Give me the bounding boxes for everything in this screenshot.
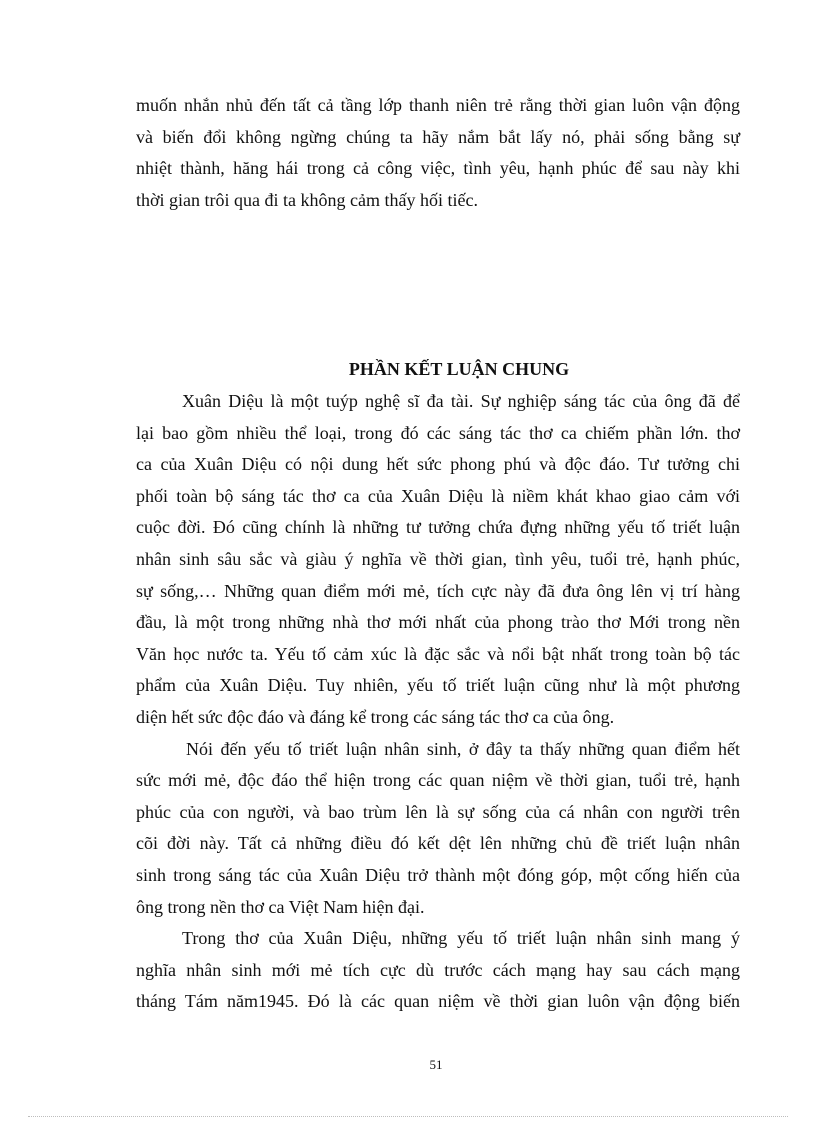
text-line: Trong thơ của Xuân Diệu, những yếu tố triết luận nhân sinh mang ý <box>182 928 740 949</box>
text-line: lại bao gồm nhiều thể loại, trong đó các sáng tác thơ ca chiếm phần lớn. thơ <box>136 422 740 443</box>
text-line: nhân sinh sâu sắc và giàu ý nghĩa về thời gian, tình yêu, tuổi trẻ, hạnh phúc, <box>136 548 740 569</box>
section-title: PHẦN KẾT LUẬN CHUNG <box>348 359 570 379</box>
text-line: Văn học nước ta. Yếu tố cảm xúc là đặc sắc và nổi bật nhất trong toàn bộ tác <box>136 643 740 664</box>
text-line: ca của Xuân Diệu có nội dung hết sức phong phú và độc đáo. Tư tưởng chi <box>136 454 740 475</box>
text-line: cuộc đời. Đó cũng chính là những tư tưởng chứa đựng những yếu tố triết luận <box>136 517 740 538</box>
text-line: phối toàn bộ sáng tác thơ ca của Xuân Diệu là niềm khát khao giao cảm với <box>136 485 740 506</box>
text-line: sức mới mẻ, độc đáo thể hiện trong các quan niệm về thời gian, tuổi trẻ, hạnh <box>136 770 740 791</box>
conclusion-body <box>136 386 740 1018</box>
page-number: 51 <box>429 1057 443 1072</box>
text-line: tháng Tám năm1945. Đó là các quan niệm về thời gian luôn vận động biến <box>136 991 740 1012</box>
footer-dotted-rule <box>28 1116 788 1117</box>
text-line: nghĩa nhân sinh mới mẻ tích cực dù trước cách mạng hay sau cách mạng <box>136 959 740 980</box>
text-line: ông trong nền thơ ca Việt Nam hiện đại. <box>136 896 425 917</box>
text-line: đầu, là một trong những nhà thơ mới nhất của phong trào thơ Mới trong nền <box>136 612 740 633</box>
text-line: Nói đến yếu tố triết luận nhân sinh, ở đây ta thấy những quan điểm hết <box>186 738 740 759</box>
text-line: Xuân Diệu là một tuýp nghệ sĩ đa tài. Sự nghiệp sáng tác của ông đã để <box>182 391 740 411</box>
text-line: diện hết sức độc đáo và đáng kể trong các sáng tác thơ ca của ông. <box>136 706 615 727</box>
text-line: muốn nhắn nhủ đến tất cả tầng lớp thanh niên trẻ rằng thời gian luôn vận động <box>136 95 740 115</box>
text-line: phẩm của Xuân Diệu. Tuy nhiên, yếu tố triết luận cũng như là một phương <box>136 675 740 696</box>
text-line: phúc của con người, và bao trùm lên là sự sống của cá nhân con người trên <box>136 801 740 822</box>
intro-paragraph <box>136 90 740 216</box>
text-line: thời gian trôi qua đi ta không cảm thấy hối tiếc. <box>136 189 478 210</box>
text-line: nhiệt thành, hăng hái trong cả công việc, tình yêu, hạnh phúc để sau này khi <box>136 158 740 179</box>
text-line: sinh trong sáng tác của Xuân Diệu trở thành một đóng góp, một cống hiến của <box>136 864 740 885</box>
text-line: và biến đổi không ngừng chúng ta hãy nắm bắt lấy nó, phải sống bằng sự <box>136 126 740 147</box>
text-line: sự sống,… Những quan điểm mới mẻ, tích cực này đã đưa ông lên vị trí hàng <box>136 580 740 601</box>
text-line: cõi đời này. Tất cả những điều đó kết dệt lên những chủ đề triết luận nhân <box>136 833 740 854</box>
